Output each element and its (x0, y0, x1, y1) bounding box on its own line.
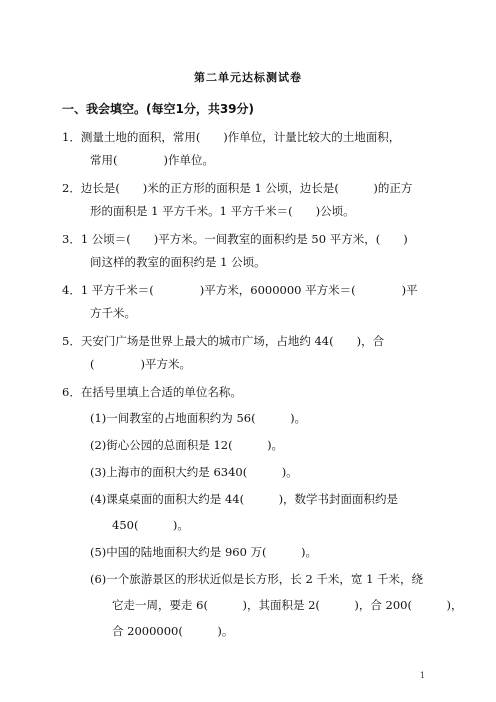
question-6-2: (2)街心公园的总面积是 12( )。 (90, 438, 284, 452)
question-1-line-2: 常用( )作单位。 (90, 153, 214, 167)
page-number: 1 (420, 671, 426, 680)
question-6-6-line-3: 合 2000000( )。 (112, 624, 234, 638)
question-1-line-1: 1．测量土地的面积，常用( )作单位，计量比较大的土地面积， (62, 130, 401, 144)
question-6-6-line-1: (6)一个旅游景区的形状近似是长方形，长 2 千米，宽 1 千米，绕 (90, 572, 424, 586)
question-3-line-2: 间这样的教室的面积约是 1 公顷。 (90, 255, 266, 269)
page-title: 第二单元达标测试卷 (194, 71, 302, 84)
question-6-5: (5)中国的陆地面积大约是 960 万( )。 (90, 545, 318, 559)
question-2-line-2: 形的面积是 1 平方千米。1 平方千米＝( )公顷。 (90, 204, 355, 218)
question-4-line-1: 4．1 平方千米＝( )平方米，6000000 平方米＝( )平 (62, 283, 418, 297)
question-3-line-1: 3．1 公顷＝( )平方米。一间教室的面积约是 50 平方米，( ) (62, 232, 408, 246)
question-6-4-line-1: (4)课桌桌面的面积大约是 44( )，数学书封面面积约是 (90, 492, 399, 506)
question-6-6-line-2: 它走一周，要走 6( )，其面积是 2( )，合 200( )， (112, 598, 463, 612)
question-6-4-line-2: 450( )。 (112, 518, 189, 532)
section-heading: 一、我会填空。(每空1分，共39分) (62, 102, 255, 116)
question-6-1: (1)一间教室的占地面积约为 56( )。 (90, 411, 307, 425)
question-5-line-2: ( )平方米。 (90, 357, 191, 371)
question-2-line-1: 2．边长是( )米的正方形的面积是 1 公顷，边长是( )的正方 (62, 181, 413, 195)
question-4-line-2: 方千米。 (90, 306, 136, 320)
question-6-intro: 6．在括号里填上合适的单位名称。 (62, 385, 242, 399)
question-5-line-1: 5．天安门广场是世界上最大的城市广场，占地约 44( )，合 (62, 334, 385, 348)
question-6-3: (3)上海市的面积大约是 6340( )。 (90, 465, 298, 479)
